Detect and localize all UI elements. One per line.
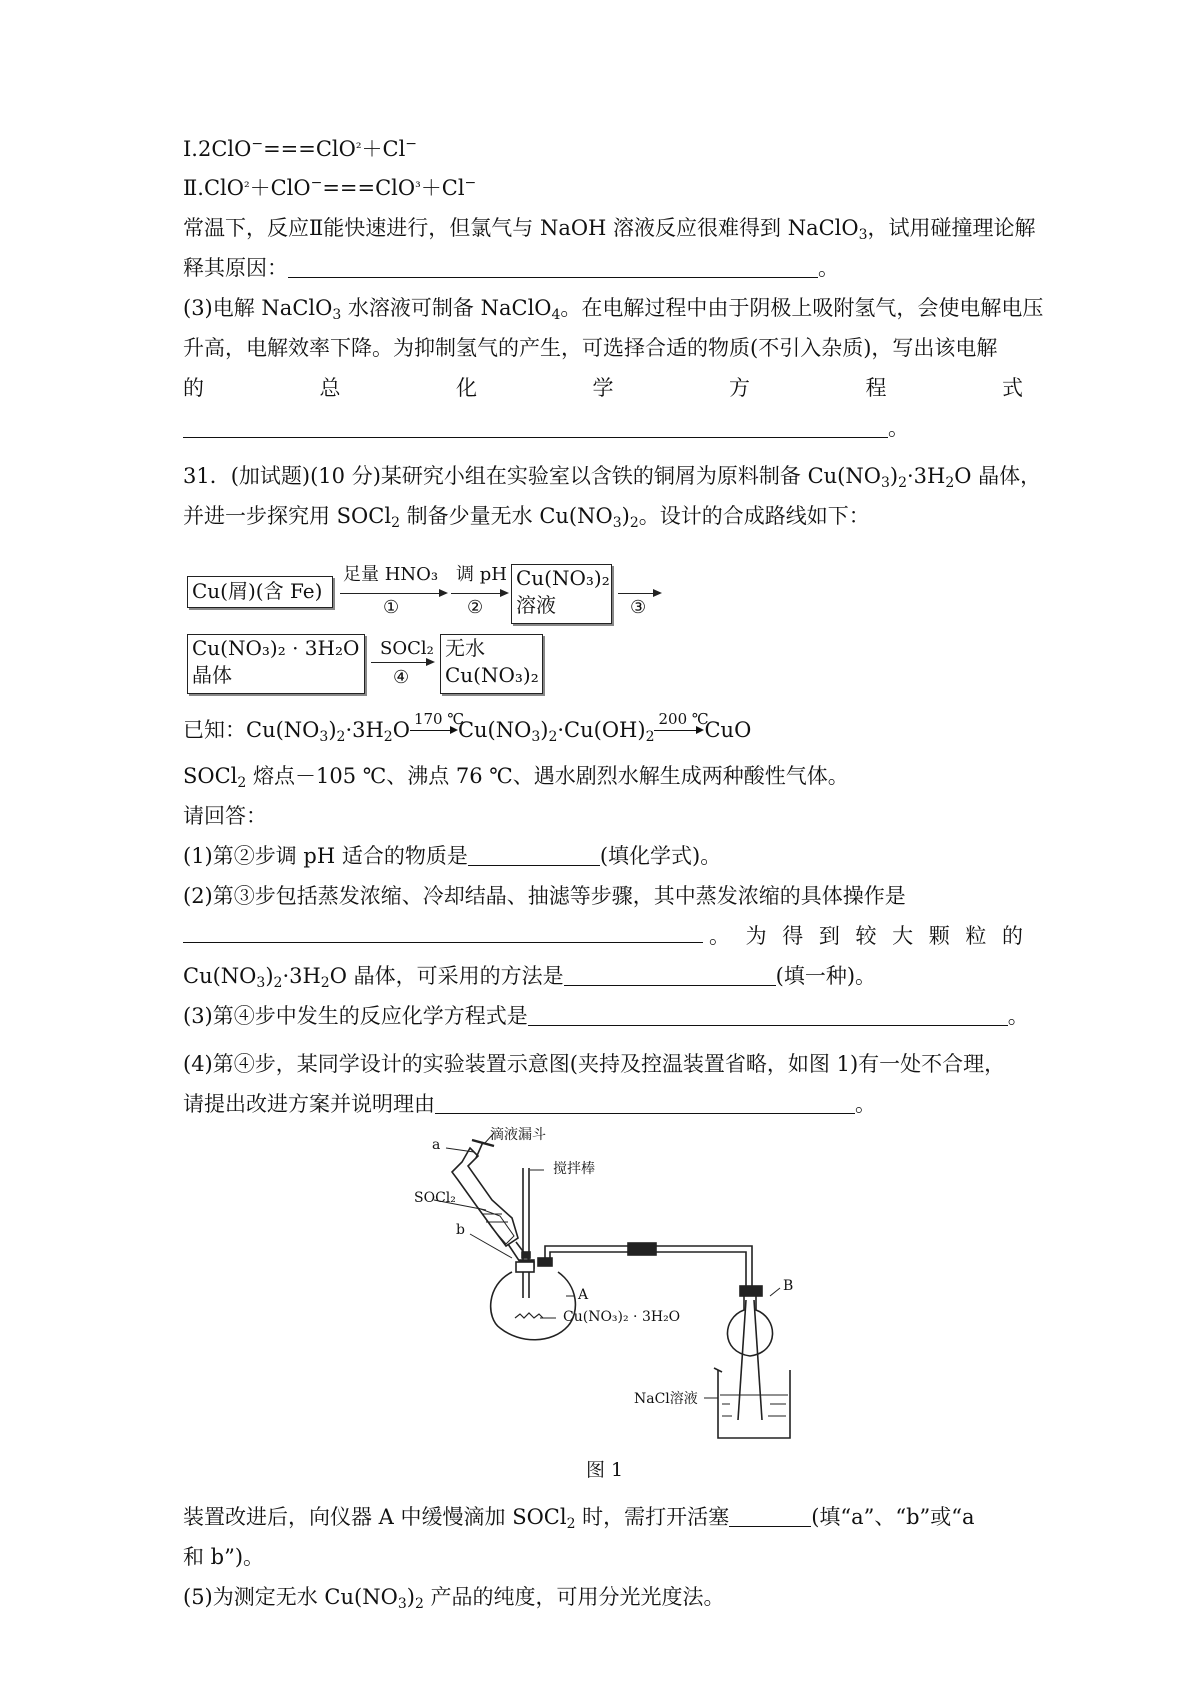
question-2-line3: $Cu(NO_3)_2\cdot 3H_2O$ 晶体，可采用的方法是 (填一种)。 <box>183 964 877 991</box>
answer-blank[interactable] <box>183 922 703 943</box>
question-3: (3)第④步中发生的反应化学方程式是 。 <box>183 1004 1029 1028</box>
q3-line4: 。 <box>183 414 909 442</box>
flow-arrow3-bot: ③ <box>630 597 647 618</box>
arrow-cond-170: 170 ℃ <box>413 710 465 728</box>
flow-arrow2-top: 调 pH <box>456 564 507 585</box>
question-2-line2: 。 为 得 到 较 大 颗 粒 的 <box>183 922 1023 950</box>
figure-label-funnel: 滴液漏斗 <box>490 1127 546 1143</box>
after-figure-line2: 和 b”)。 <box>183 1545 265 1569</box>
figure-label-stirrer: 搅拌棒 <box>553 1161 595 1177</box>
answer-blank[interactable] <box>564 965 776 986</box>
q3-line1: (3)电解 NaClO$_3$ 水溶液可制备 NaClO$_4$。在电解过程中由于阴极上吸附氢气，会使电解电压 <box>183 296 1044 323</box>
figure-label-flask-a: A <box>578 1287 589 1303</box>
flow-box-anhydrous: 无水 Cu(NO₃)₂ <box>440 634 543 694</box>
figure-label-crystal: Cu(NO₃)₂ · 3H₂O <box>563 1309 681 1325</box>
q31-line1: 31．(加试题)(10 分)某研究小组在实验室以含铁的铜屑为原料制备 $Cu(NO_3)_2\cdot 3H_2O$ 晶体， <box>183 464 1042 491</box>
figure-label-nacl: NaCl溶液 <box>634 1391 698 1407</box>
flow-arrow1-top: 足量 HNO₃ <box>343 564 439 585</box>
figure-label-b: b <box>456 1222 465 1238</box>
figure-label-socl2: SOCl₂ <box>414 1190 456 1206</box>
figure-caption: 图 1 <box>586 1459 624 1481</box>
reaction-2: Ⅱ.ClO$^{_2}$＋ClO−===ClO$^{_3}$＋Cl− <box>183 175 477 200</box>
flow-arrow2-bot: ② <box>467 597 484 618</box>
flow-arrow-2 <box>451 593 507 594</box>
flow-arrow4-top: SOCl₂ <box>380 638 434 659</box>
flow-arrow1-bot: ① <box>383 597 400 618</box>
figure-label-a: a <box>432 1137 441 1153</box>
question-5: (5)为测定无水 $Cu(NO_3)_2$ 产品的纯度，可用分光光度法。 <box>183 1585 725 1612</box>
answer-blank[interactable] <box>435 1093 855 1114</box>
q2b-line1: 常温下，反应Ⅱ能快速进行，但氯气与 NaOH 溶液反应很难得到 NaClO$_3$，试用碰撞理论解 <box>183 216 1036 243</box>
answer-blank[interactable] <box>468 845 600 866</box>
answer-blank[interactable] <box>288 257 818 278</box>
question-1: (1)第②步调 pH 适合的物质是 (填化学式)。 <box>183 844 722 868</box>
arrow-cond-200: 200 ℃ <box>658 710 709 728</box>
socl2-properties: SOCl$_2$ 熔点－105 ℃、沸点 76 ℃、遇水剧烈水解生成两种酸性气体。 <box>183 764 849 791</box>
answer-blank[interactable] <box>528 1005 1008 1026</box>
answer-blank[interactable] <box>729 1506 811 1527</box>
question-4-line2: 请提出改进方案并说明理由 。 <box>183 1092 876 1116</box>
question-2-line1: (2)第③步包括蒸发浓缩、冷却结晶、抽滤等步骤，其中蒸发浓缩的具体操作是 <box>183 884 906 908</box>
q3-line2: 升高，电解效率下降。为抑制氢气的产生，可选择合适的物质(不引入杂质)，写出该电解 <box>183 336 998 360</box>
answer-prompt: 请回答： <box>183 804 267 828</box>
flow-arrow-3 <box>618 593 660 594</box>
q2b-line2: 释其原因： 。 <box>183 256 839 280</box>
flow-box-solution: Cu(NO₃)₂ 溶液 <box>511 564 612 624</box>
flow-arrow-4 <box>371 662 433 663</box>
q3-line3: 的 总 化 学 方 程 式 <box>183 376 1023 400</box>
figure-label-flask-b: B <box>783 1278 794 1294</box>
after-figure-line1: 装置改进后，向仪器 A 中缓慢滴加 SOCl$_2$ 时，需打开活塞 (填“a”、“b”或“a <box>183 1505 975 1532</box>
reaction-1: Ⅰ.2ClO−===ClO$^{_2}$＋Cl− <box>183 136 418 161</box>
answer-blank[interactable] <box>183 417 888 438</box>
flow-box-crystal: Cu(NO₃)₂ · 3H₂O 晶体 <box>187 634 365 694</box>
flow-box-copper: Cu(屑)(含 Fe) <box>187 576 333 608</box>
question-4-line1: (4)第④步，某同学设计的实验装置示意图(夹持及控温装置省略，如图 1)有一处不合理， <box>183 1052 1006 1076</box>
known-equation: 已知：$Cu(NO_3)_2\cdot 3H_2O$ 170 ℃ $Cu(NO_3)_2\cdot Cu(OH)_2$ 200 ℃ CuO <box>183 716 751 744</box>
flow-arrow4-bot: ④ <box>393 667 410 688</box>
flow-arrow-1 <box>340 593 446 594</box>
q31-line2: 并进一步探究用 SOCl$_2$ 制备少量无水 $Cu(NO_3)_2$。设计的合成路线如下： <box>183 504 870 531</box>
